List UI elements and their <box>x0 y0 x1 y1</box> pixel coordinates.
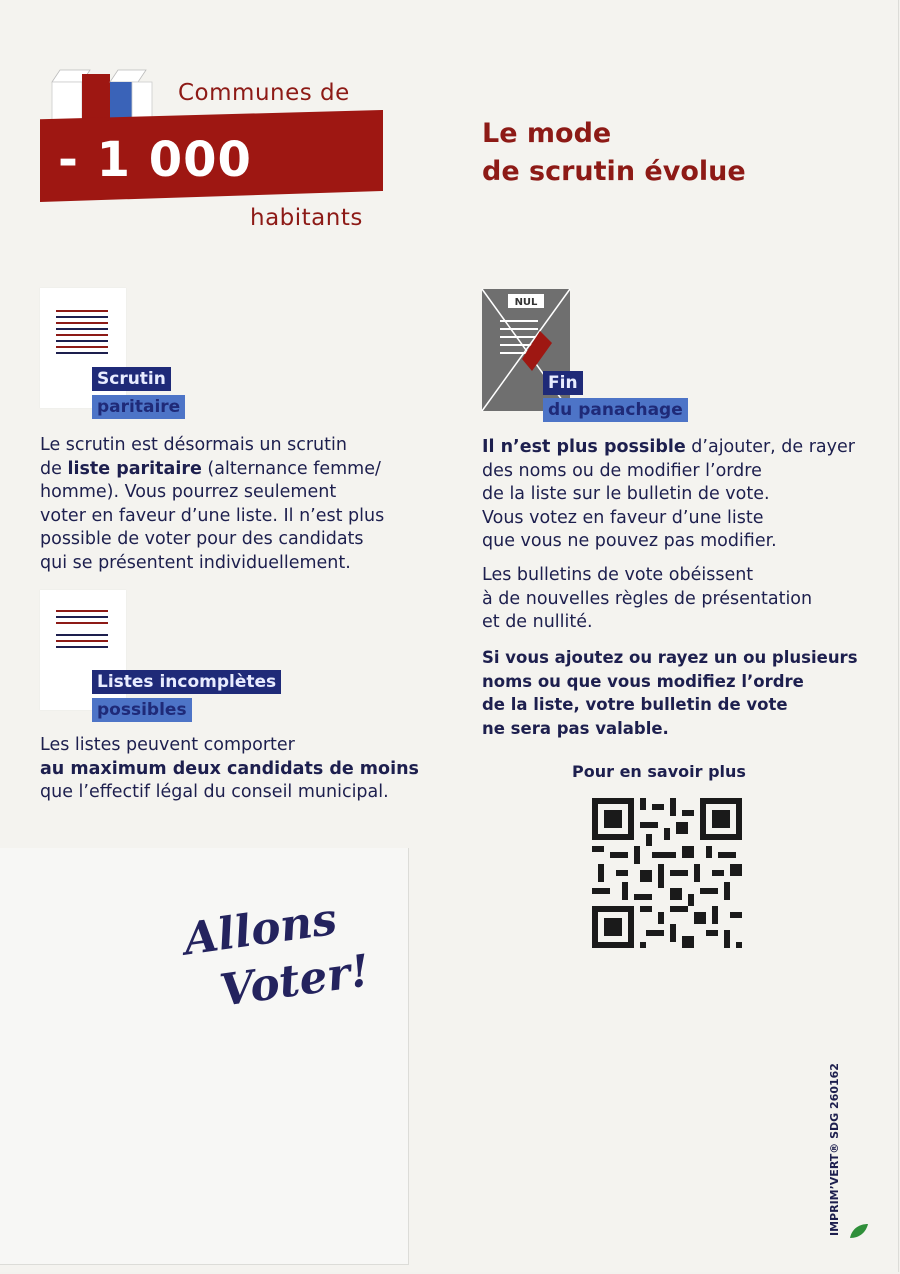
tag-possibles: possibles <box>92 698 192 722</box>
page-title <box>482 115 746 191</box>
qr-code-icon[interactable] <box>592 798 742 948</box>
text-line: et de nullité. <box>482 612 593 632</box>
bold-text: Il n’est plus possible <box>482 437 686 457</box>
allons-voter-logo <box>180 893 373 1017</box>
text-line: noms ou que vous modifiez l’ordre <box>482 671 804 691</box>
svg-text:Voter!: Voter! <box>216 945 373 1017</box>
tag-du-panachage: du panachage <box>543 398 688 422</box>
text-line <box>40 458 384 482</box>
habitants-label: habitants <box>250 205 363 231</box>
communes-de-label: Communes de <box>178 80 350 106</box>
text-line <box>40 758 419 782</box>
tag-fin: Fin <box>543 371 583 395</box>
text-line: Vous votez en faveur d’une liste <box>482 507 764 528</box>
leaf-icon <box>848 1222 870 1240</box>
title-line-1: Le mode <box>482 118 612 149</box>
text-line: possible de voter pour des candidats <box>40 529 364 549</box>
text-line: de la liste, votre bulletin de vote <box>482 695 788 714</box>
text-line: ne sera pas valable. <box>482 718 669 738</box>
ballot-lines <box>56 610 108 652</box>
text-line: voter en faveur d’une liste. Il n’est plus <box>40 505 385 526</box>
tag-scrutin: Scrutin <box>92 367 171 391</box>
text-line: homme). Vous pourrez seulement <box>40 482 337 502</box>
ballot-lines <box>56 310 108 358</box>
text-line <box>482 436 855 460</box>
fin-panachage-warning <box>482 646 858 740</box>
imprim-vert-label: IMPRIM’VERT® SDG 260162 <box>828 1063 841 1236</box>
tag-paritaire: paritaire <box>92 395 185 419</box>
text-span: (alternance femme/ <box>201 458 381 479</box>
scrutin-paritaire-text <box>40 434 384 575</box>
nul-label: NUL <box>514 297 538 308</box>
text-span: d’ajouter, de rayer <box>685 437 855 457</box>
text-line: Le scrutin est désormais un scrutin <box>40 435 347 455</box>
fin-panachage-text-2 <box>482 564 812 635</box>
text-line: à de nouvelles règles de présentation <box>482 588 813 609</box>
svg-text:Allons: Allons <box>180 893 340 966</box>
text-line: que vous ne pouvez pas modifier. <box>482 531 777 551</box>
text-line: Les listes peuvent comporter <box>40 735 295 755</box>
text-line: que l’effectif légal du conseil municipal. <box>40 782 389 802</box>
text-line: de la liste sur le bulletin de vote. <box>482 484 770 504</box>
text-line: Les bulletins de vote obéissent <box>482 565 754 585</box>
fin-panachage-text-1 <box>482 436 855 554</box>
more-info-label: Pour en savoir plus <box>572 762 746 781</box>
listes-incompletes-text <box>40 734 419 805</box>
text-line: Si vous ajoutez ou rayez un ou plusieurs <box>482 648 858 667</box>
bold-text: au maximum deux candidats de moins <box>40 758 419 779</box>
title-line-2: de scrutin évolue <box>482 156 746 187</box>
text-line: des noms ou de modifier l’ordre <box>482 460 762 481</box>
bold-text: liste paritaire <box>67 458 202 479</box>
text-line: qui se présentent individuellement. <box>40 552 351 573</box>
tag-listes-incompletes: Listes incomplètes <box>92 670 281 694</box>
population-threshold: - 1 000 <box>58 132 252 188</box>
text-span: de <box>40 458 68 479</box>
